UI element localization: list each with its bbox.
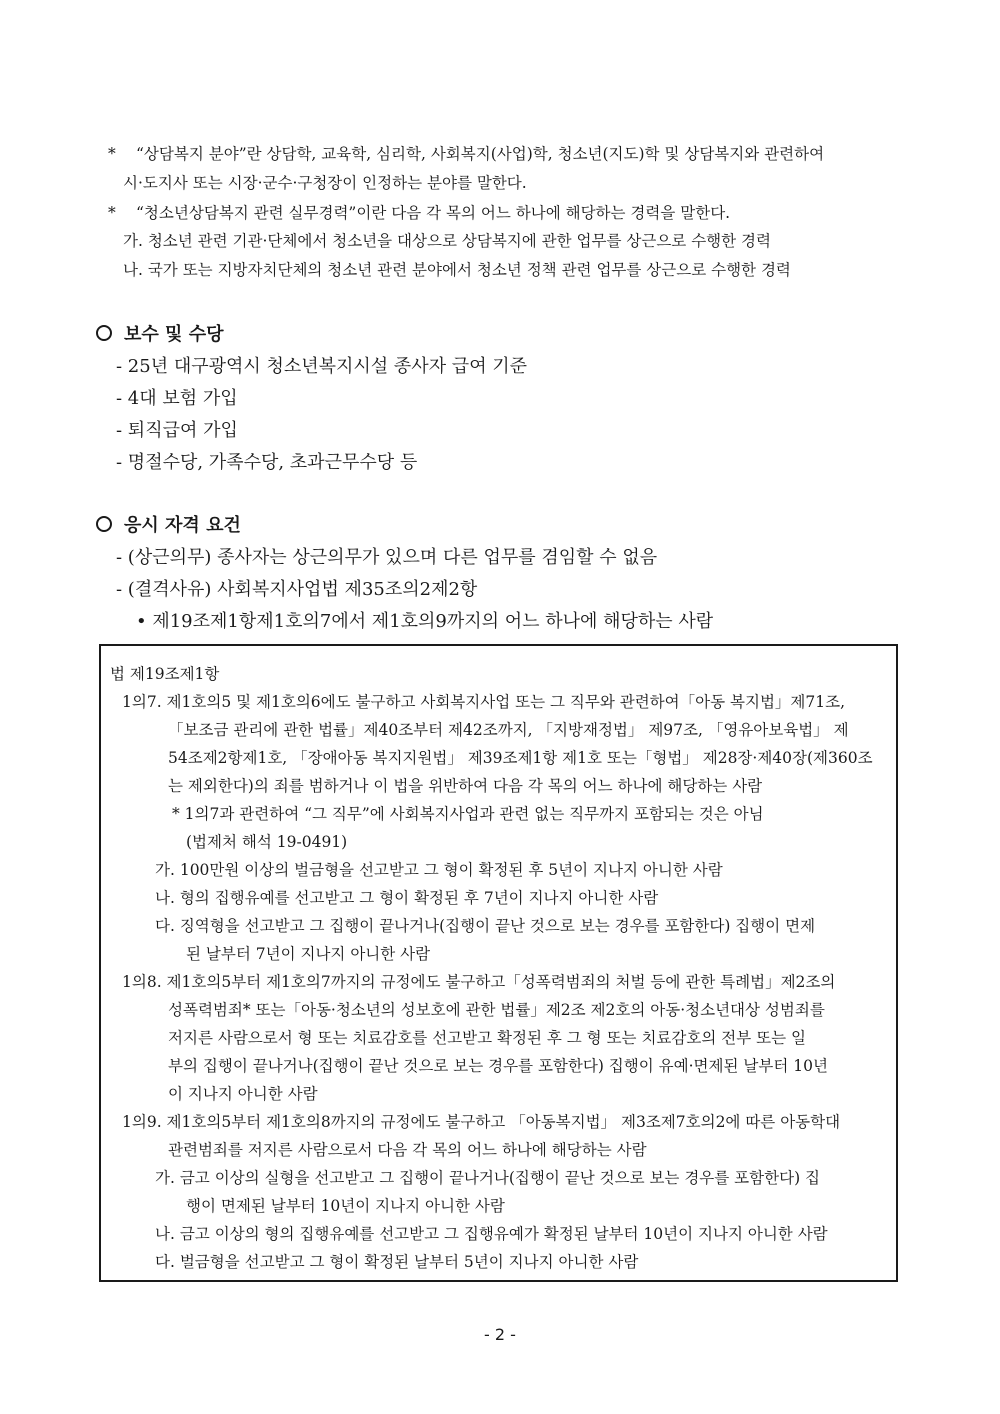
list-item: - 명절수당, 가족수당, 초과근무수당 등 — [116, 452, 418, 473]
law-line: 나. 금고 이상의 형의 집행유예를 선고받고 그 집행유예가 확정된 날부터 10년이 지나지 아니한 사람 — [155, 1225, 828, 1243]
note-text: “상담복지 분야”란 상담학, 교육학, 심리학, 사회복지(사업)학, 청소년(지도)학 및 상담복지와 관련하여 — [136, 145, 825, 163]
law-line: 다. 벌금형을 선고받고 그 형이 확정된 날부터 5년이 지나지 아니한 사람 — [155, 1253, 639, 1271]
list-item: - (결격사유) 사회복지사업법 제35조의2제2항 — [116, 579, 478, 600]
section-heading-qualification — [96, 511, 241, 537]
circle-bullet-icon — [96, 516, 112, 532]
law-line: 1의9. 제1호의5부터 제1호의8까지의 규정에도 불구하고 「아동복지법」 제3조제7호의2에 따른 아동학대 — [122, 1113, 841, 1131]
law-line: 관련범죄를 저지른 사람으로서 다음 각 목의 어느 하나에 해당하는 사람 — [168, 1141, 647, 1159]
law-line: 「보조금 관리에 관한 법률」제40조부터 제42조까지, 「지방재정법」 제97조, 「영유아보육법」 제 — [168, 721, 849, 739]
note-text: “청소년상담복지 관련 실무경력”이란 다음 각 목의 어느 하나에 해당하는 경력을 말한다. — [136, 204, 731, 222]
law-line: (법제처 해석 19-0491) — [186, 833, 348, 851]
law-line: 나. 형의 집행유예를 선고받고 그 형이 확정된 후 7년이 지나지 아니한 사람 — [155, 889, 659, 907]
list-item: - 25년 대구광역시 청소년복지시설 종사자 급여 기준 — [116, 356, 528, 377]
law-line: 된 날부터 7년이 지나지 아니한 사람 — [186, 945, 431, 963]
circle-bullet-icon — [96, 325, 112, 341]
law-line: * 1의7과 관련하여 “그 직무”에 사회복지사업과 관련 없는 직무까지 포함되는 것은 아님 — [172, 805, 764, 823]
note-subitem: 나. 국가 또는 지방자치단체의 청소년 관련 분야에서 청소년 정책 관련 업무를 상근으로 수행한 경력 — [123, 261, 791, 279]
law-heading: 법 제19조제1항 — [110, 665, 220, 683]
section-heading-pay — [96, 320, 223, 346]
law-line: 54조제2항제1호, 「장애아동 복지지원법」 제39조제1항 제1호 또는「형법」 제28장·제40장(제360조 — [168, 749, 873, 767]
law-line: 저지른 사람으로서 형 또는 치료감호를 선고받고 확정된 후 그 형 또는 치료감호의 전부 또는 일 — [168, 1029, 806, 1047]
bullet-item: • 제19조제1항제1호의7에서 제1호의9까지의 어느 하나에 해당하는 사람 — [136, 611, 714, 632]
note-marker: * — [108, 145, 116, 163]
list-item: - 4대 보험 가입 — [116, 388, 238, 409]
law-line: 는 제외한다)의 죄를 범하거나 이 법을 위반하여 다음 각 목의 어느 하나에 해당하는 사람 — [168, 777, 763, 795]
law-line: 1의7. 제1호의5 및 제1호의6에도 불구하고 사회복지사업 또는 그 직무와 관련하여「아동 복지법」제71조, — [122, 693, 846, 711]
law-line: 부의 집행이 끝나거나(집행이 끝난 것으로 보는 경우를 포함한다) 집행이 유예·면제된 날부터 10년 — [168, 1057, 828, 1075]
law-line: 다. 징역형을 선고받고 그 집행이 끝나거나(집행이 끝난 것으로 보는 경우를 포함한다) 집행이 면제 — [155, 917, 816, 935]
law-line: 가. 100만원 이상의 벌금형을 선고받고 그 형이 확정된 후 5년이 지나지 아니한 사람 — [155, 861, 723, 879]
section-title: 응시 자격 요건 — [124, 515, 241, 536]
list-item: - (상근의무) 종사자는 상근의무가 있으며 다른 업무를 겸임할 수 없음 — [116, 547, 658, 568]
law-line: 가. 금고 이상의 실형을 선고받고 그 집행이 끝나거나(집행이 끝난 것으로 보는 경우를 포함한다) 집 — [155, 1169, 821, 1187]
law-line: 이 지나지 아니한 사람 — [168, 1085, 318, 1103]
law-line: 성폭력범죄* 또는「아동·청소년의 성보호에 관한 법률」제2조 제2호의 아동·청소년대상 성범죄를 — [168, 1001, 825, 1019]
page-number: - 2 - — [484, 1325, 516, 1344]
note-subitem: 가. 청소년 관련 기관·단체에서 청소년을 대상으로 상담복지에 관한 업무를 상근으로 수행한 경력 — [123, 232, 772, 250]
note-marker: * — [108, 204, 116, 222]
section-title: 보수 및 수당 — [124, 324, 224, 345]
law-line: 행이 면제된 날부터 10년이 지나지 아니한 사람 — [186, 1197, 505, 1215]
note-text: 시·도지사 또는 시장·군수·구청장이 인정하는 분야를 말한다. — [123, 174, 527, 192]
law-line: 1의8. 제1호의5부터 제1호의7까지의 규정에도 불구하고「성폭력범죄의 처벌 등에 관한 특례법」제2조의 — [122, 973, 836, 991]
list-item: - 퇴직급여 가입 — [116, 420, 238, 441]
